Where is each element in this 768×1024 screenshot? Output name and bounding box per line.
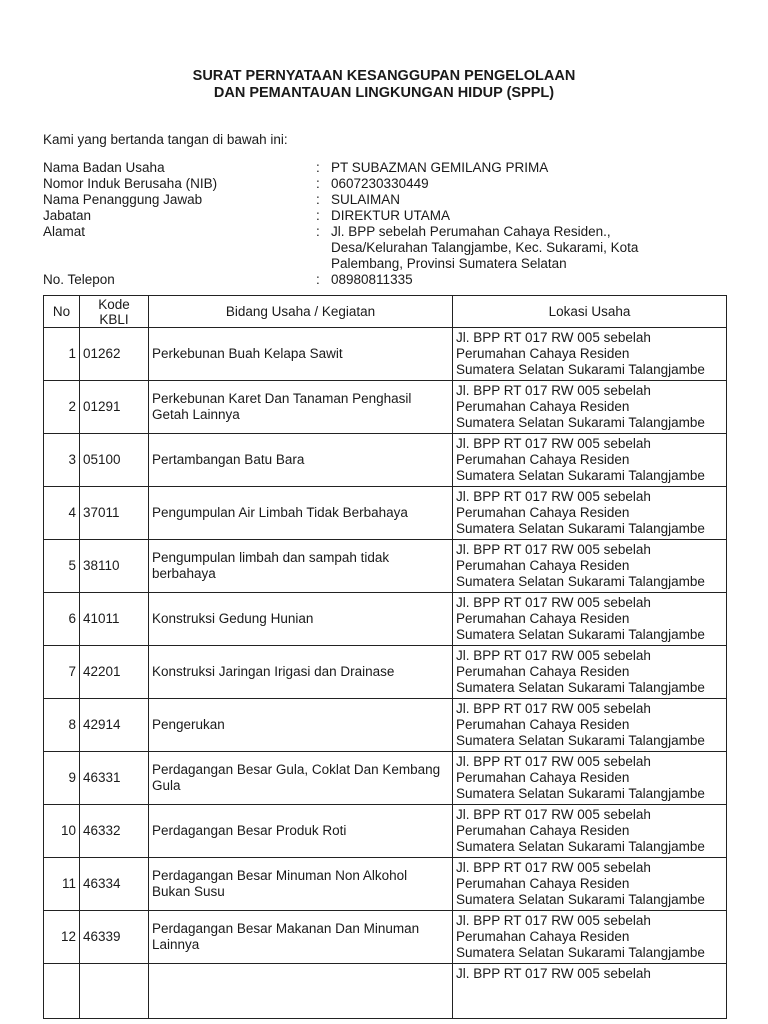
lokasi-line: Perumahan Cahaya Residen (456, 611, 630, 626)
cell-kode: 42201 (80, 646, 149, 699)
cell-lokasi (453, 487, 727, 540)
lokasi-line: Perumahan Cahaya Residen (456, 664, 630, 679)
lokasi-line: Sumatera Selatan Sukarami Talangjambe (456, 627, 705, 642)
cell-no: 3 (44, 434, 80, 487)
info-label: Jabatan (43, 208, 92, 223)
info-value: PT SUBAZMAN GEMILANG PRIMA (331, 160, 549, 175)
table-row (44, 699, 727, 752)
cell-kode: 38110 (80, 540, 149, 593)
lokasi-line: Jl. BPP RT 017 RW 005 sebelah (456, 860, 651, 875)
lokasi-line: Sumatera Selatan Sukarami Talangjambe (456, 786, 705, 801)
cell-bidang: Pertambangan Batu Bara (149, 434, 453, 487)
cell-lokasi (453, 328, 727, 381)
lokasi-line: Sumatera Selatan Sukarami Talangjambe (456, 680, 705, 695)
lokasi-line: Perumahan Cahaya Residen (456, 505, 630, 520)
cell-no: 11 (44, 858, 80, 911)
info-label: No. Telepon (43, 272, 115, 287)
cell-kode: 01291 (80, 381, 149, 434)
cell-kode: 46332 (80, 805, 149, 858)
lokasi-line: Perumahan Cahaya Residen (456, 717, 630, 732)
cell-kode (80, 964, 149, 1019)
lokasi-line: Sumatera Selatan Sukarami Talangjambe (456, 521, 705, 536)
document-title-line-1: SURAT PERNYATAAN KESANGGUPAN PENGELOLAAN (192, 68, 576, 84)
cell-no: 6 (44, 593, 80, 646)
table-row (44, 964, 727, 1019)
lokasi-line: Jl. BPP RT 017 RW 005 sebelah (456, 966, 651, 981)
table-row (44, 752, 727, 805)
cell-bidang: Perkebunan Buah Kelapa Sawit (149, 328, 453, 381)
cell-lokasi (453, 858, 727, 911)
lokasi-line: Sumatera Selatan Sukarami Talangjambe (456, 892, 705, 907)
lokasi-line: Perumahan Cahaya Residen (456, 876, 630, 891)
table-row (44, 434, 727, 487)
cell-kode: 46339 (80, 911, 149, 964)
lokasi-line: Sumatera Selatan Sukarami Talangjambe (456, 362, 705, 377)
table-row (44, 911, 727, 964)
info-value: DIREKTUR UTAMA (331, 208, 451, 223)
cell-bidang: Perdagangan Besar Makanan Dan Minuman Lainnya (149, 911, 453, 964)
header-lokasi-usaha: Lokasi Usaha (453, 296, 727, 328)
lokasi-line: Jl. BPP RT 017 RW 005 sebelah (456, 807, 651, 822)
cell-no: 4 (44, 487, 80, 540)
cell-bidang: Konstruksi Gedung Hunian (149, 593, 453, 646)
lokasi-line: Perumahan Cahaya Residen (456, 770, 630, 785)
lokasi-line: Sumatera Selatan Sukarami Talangjambe (456, 945, 705, 960)
info-colon: : (316, 224, 320, 239)
cell-no: 7 (44, 646, 80, 699)
header-bidang-usaha: Bidang Usaha / Kegiatan (149, 296, 453, 328)
info-label: Nama Badan Usaha (43, 160, 165, 175)
info-label: Nomor Induk Berusaha (NIB) (43, 176, 218, 191)
info-value: SULAIMAN (331, 192, 401, 207)
table-row (44, 858, 727, 911)
table-row (44, 487, 727, 540)
cell-no: 9 (44, 752, 80, 805)
cell-lokasi (453, 752, 727, 805)
lokasi-line: Jl. BPP RT 017 RW 005 sebelah (456, 383, 651, 398)
cell-lokasi (453, 964, 727, 1019)
header-no: No (44, 296, 80, 328)
lokasi-line: Jl. BPP RT 017 RW 005 sebelah (456, 542, 651, 557)
cell-lokasi (453, 381, 727, 434)
info-value: Jl. BPP sebelah Perumahan Cahaya Residen., Desa/Kelurahan Talangjambe, Kec. Sukarami, Kota Palembang, Provinsi Sumatera Selatan (331, 224, 639, 271)
cell-kode: 01262 (80, 328, 149, 381)
document-title-line-2: DAN PEMANTAUAN LINGKUNGAN HIDUP (SPPL) (213, 85, 555, 101)
cell-lokasi (453, 593, 727, 646)
cell-no: 2 (44, 381, 80, 434)
lokasi-line: Jl. BPP RT 017 RW 005 sebelah (456, 489, 651, 504)
cell-bidang: Pengerukan (149, 699, 453, 752)
cell-kode: 42914 (80, 699, 149, 752)
cell-no: 8 (44, 699, 80, 752)
lokasi-line: Sumatera Selatan Sukarami Talangjambe (456, 468, 705, 483)
header-kode-kbli: Kode KBLI (80, 296, 149, 328)
lokasi-line: Jl. BPP RT 017 RW 005 sebelah (456, 436, 651, 451)
cell-bidang (149, 964, 453, 1019)
cell-lokasi (453, 911, 727, 964)
lokasi-line: Sumatera Selatan Sukarami Talangjambe (456, 839, 705, 854)
table-row (44, 328, 727, 381)
cell-no (44, 964, 80, 1019)
lokasi-line: Jl. BPP RT 017 RW 005 sebelah (456, 701, 651, 716)
table-row (44, 646, 727, 699)
lokasi-line: Sumatera Selatan Sukarami Talangjambe (456, 574, 705, 589)
cell-no: 12 (44, 911, 80, 964)
lokasi-line: Perumahan Cahaya Residen (456, 399, 630, 414)
cell-kode: 05100 (80, 434, 149, 487)
table-row (44, 593, 727, 646)
cell-bidang: Konstruksi Jaringan Irigasi dan Drainase (149, 646, 453, 699)
cell-bidang: Perdagangan Besar Produk Roti (149, 805, 453, 858)
info-colon: : (316, 176, 320, 191)
cell-bidang: Pengumpulan limbah dan sampah tidak berbahaya (149, 540, 453, 593)
cell-kode: 37011 (80, 487, 149, 540)
cell-lokasi (453, 540, 727, 593)
cell-kode: 41011 (80, 593, 149, 646)
cell-bidang: Perdagangan Besar Minuman Non Alkohol Bukan Susu (149, 858, 453, 911)
lokasi-line: Jl. BPP RT 017 RW 005 sebelah (456, 913, 651, 928)
lokasi-line: Jl. BPP RT 017 RW 005 sebelah (456, 648, 651, 663)
cell-lokasi (453, 699, 727, 752)
info-colon: : (316, 192, 320, 207)
lokasi-line: Jl. BPP RT 017 RW 005 sebelah (456, 595, 651, 610)
kbli-table (43, 295, 727, 1019)
cell-no: 1 (44, 328, 80, 381)
lokasi-line: Perumahan Cahaya Residen (456, 558, 630, 573)
lokasi-line: Perumahan Cahaya Residen (456, 929, 630, 944)
info-colon: : (316, 160, 320, 175)
cell-kode: 46334 (80, 858, 149, 911)
lokasi-line: Sumatera Selatan Sukarami Talangjambe (456, 733, 705, 748)
cell-bidang: Perdagangan Besar Gula, Coklat Dan Kembang Gula (149, 752, 453, 805)
info-label: Nama Penanggung Jawab (43, 192, 203, 207)
cell-bidang: Perkebunan Karet Dan Tanaman Penghasil Getah Lainnya (149, 381, 453, 434)
lokasi-line: Perumahan Cahaya Residen (456, 823, 630, 838)
lokasi-line: Jl. BPP RT 017 RW 005 sebelah (456, 754, 651, 769)
lokasi-line: Jl. BPP RT 017 RW 005 sebelah (456, 330, 651, 345)
cell-bidang: Pengumpulan Air Limbah Tidak Berbahaya (149, 487, 453, 540)
table-row (44, 540, 727, 593)
cell-lokasi (453, 434, 727, 487)
info-colon: : (316, 208, 320, 223)
lokasi-line: Perumahan Cahaya Residen (456, 452, 630, 467)
cell-no: 10 (44, 805, 80, 858)
cell-lokasi (453, 805, 727, 858)
intro-text: Kami yang bertanda tangan di bawah ini: (43, 132, 288, 147)
cell-kode: 46331 (80, 752, 149, 805)
table-row (44, 805, 727, 858)
lokasi-line: Perumahan Cahaya Residen (456, 346, 630, 361)
cell-no: 5 (44, 540, 80, 593)
info-label: Alamat (43, 224, 86, 239)
info-value: 0607230330449 (331, 176, 429, 191)
cell-lokasi (453, 646, 727, 699)
lokasi-line: Sumatera Selatan Sukarami Talangjambe (456, 415, 705, 430)
info-value: 08980811335 (331, 272, 413, 287)
info-colon: : (316, 272, 320, 287)
table-row (44, 381, 727, 434)
table-header-row (44, 296, 727, 328)
